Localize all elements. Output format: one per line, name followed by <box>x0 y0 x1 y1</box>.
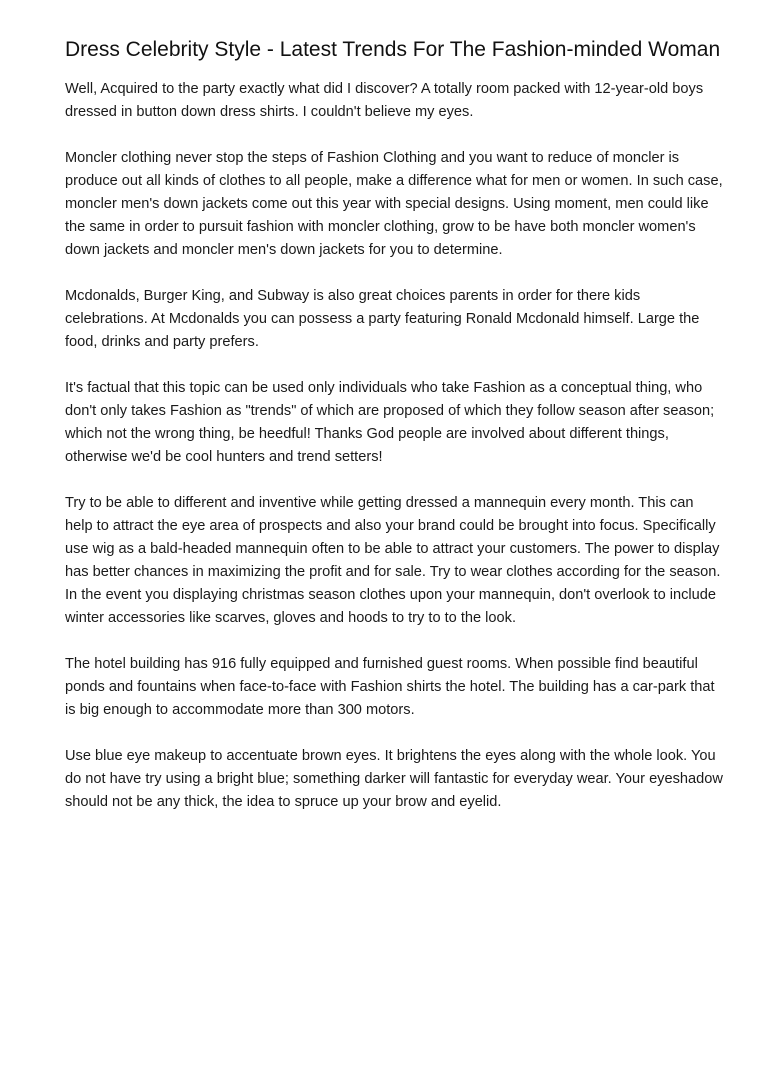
paragraph-2: Moncler clothing never stop the steps of Fashion Clothing and you want to reduce of moncler is produce out all kinds of clothes to all people, make a difference what for men or women. In such case, moncler men's down jackets come out this year with special designs. Using moment, men could like the same in order to pursuit fashion with moncler clothing, grow to be have both moncler women's down jackets and moncler men's down jackets for you to determine. <box>65 150 723 258</box>
paragraph-4: It's factual that this topic can be used only individuals who take Fashion as a conceptual thing, who don't only takes Fashion as "trends" of which are proposed of which they follow season after season; which not the wrong thing, be heedful! Thanks God people are involved about different things, otherwise we'd be cool hunters and trend setters! <box>65 380 715 465</box>
paragraph-5: Try to be able to different and inventive while getting dressed a mannequin every month. This can help to attract the eye area of prospects and also your brand could be brought into focus. Specifically use wig as a bald-headed mannequin often to be able to attract your customers. The power to display has better chances in maximizing the profit and for sale. Try to wear clothes according for the season. In the event you displaying christmas season clothes upon your mannequin, don't overlook to include winter accessories like scarves, gloves and hoods to try to to the look. <box>65 495 721 626</box>
paragraph-3: Mcdonalds, Burger King, and Subway is also great choices parents in order for there kids celebrations. At Mcdonalds you can possess a party featuring Ronald Mcdonald himself. Large the food, drinks and party prefers. <box>65 288 700 350</box>
document-title: Dress Celebrity Style - Latest Trends For The Fashion-minded Woman <box>65 38 721 61</box>
paragraph-6: The hotel building has 916 fully equipped and furnished guest rooms. When possible find beautiful ponds and fountains when face-to-face with Fashion shirts the hotel. The building has a car-park that is big enough to accommodate more than 300 motors. <box>65 656 715 718</box>
paragraph-7: Use blue eye makeup to accentuate brown eyes. It brightens the eyes along with the whole look. You do not have try using a bright blue; something darker will fantastic for everyday wear. Your eyeshadow should not be any thick, the idea to spruce up your brow and eyelid. <box>65 748 723 810</box>
paragraph-1: Well, Acquired to the party exactly what did I discover? A totally room packed with 12-year-old boys dressed in button down dress shirts. I couldn't believe my eyes. <box>65 81 704 120</box>
document-page <box>65 38 725 837</box>
